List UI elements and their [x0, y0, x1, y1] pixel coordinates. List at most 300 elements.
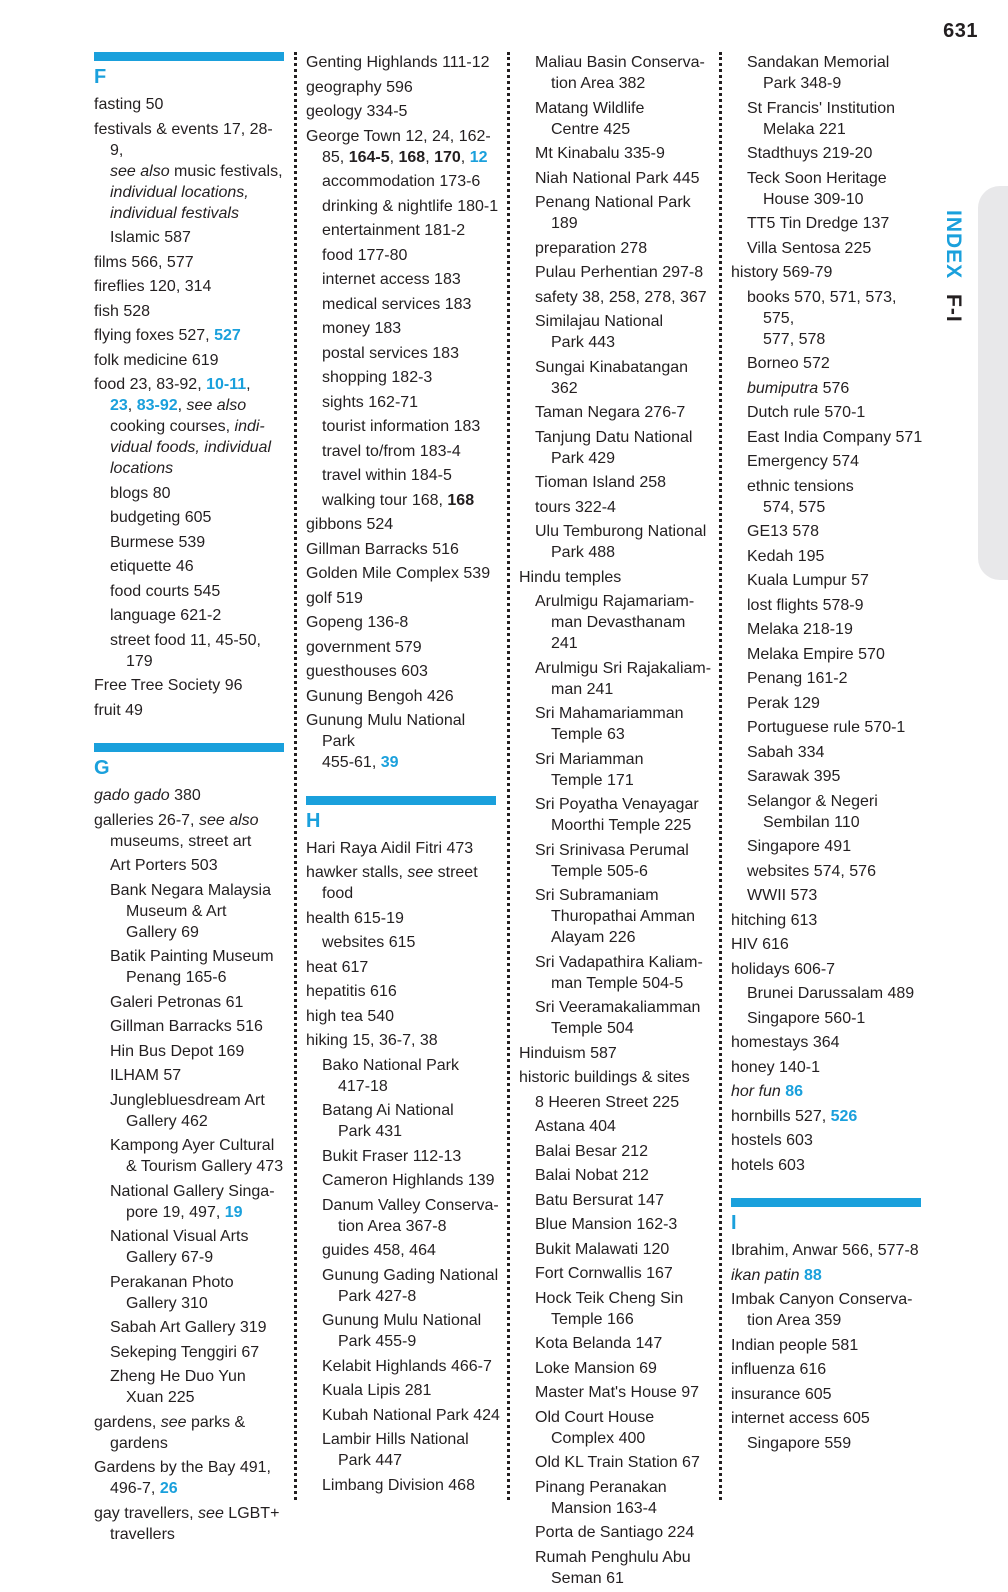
- entry-text: websites 615: [322, 934, 416, 951]
- index-subentry: [322, 1475, 502, 1496]
- entry-text: hitching 613: [731, 911, 818, 929]
- entry-text: 527: [214, 327, 241, 344]
- entries-i: [731, 1240, 927, 1454]
- entry-text: 168: [447, 491, 475, 509]
- entry-text: hiking 15, 36-7, 38: [306, 1032, 438, 1049]
- index-subentry: [535, 794, 715, 836]
- entry-text: holidays 606-7: [731, 960, 836, 978]
- entry-text: travel within 184-5: [322, 467, 452, 484]
- index-subentry: [322, 1240, 502, 1261]
- entry-text: Stadthuys 219-20: [747, 145, 873, 162]
- entry-text: George Town 12, 24, 162- 85,: [306, 127, 491, 166]
- index-subentry: [322, 245, 502, 266]
- entry-text: blogs 80: [110, 484, 171, 502]
- entry-text: entertainment 181-2: [322, 222, 466, 239]
- entry-text: galleries 26-7,: [94, 811, 199, 829]
- entry-text: Golden Mile Complex 539: [306, 565, 491, 582]
- index-subentry: [747, 402, 927, 423]
- index-entry: [731, 1384, 927, 1405]
- index-entry: [306, 981, 502, 1002]
- index-entry: [94, 1412, 286, 1454]
- index-subentry: [110, 1272, 286, 1314]
- index-subentry: [322, 392, 502, 413]
- entry-text: Perak 129: [747, 694, 820, 712]
- index-subentry: [322, 343, 502, 364]
- entry-text: Tanjung Datu National Park 429: [535, 428, 693, 467]
- entry-text: ,: [246, 376, 251, 393]
- index-subentry: [535, 262, 715, 283]
- index-subentry: [322, 416, 502, 437]
- entry-text: Taman Negara 276-7: [535, 404, 686, 421]
- entry-text: National Gallery Singa- pore 19, 497,: [110, 1182, 275, 1221]
- index-subentry: [747, 287, 927, 350]
- index-entry: [94, 325, 286, 346]
- index-entry: [731, 1359, 927, 1380]
- entry-text: 83-92: [136, 397, 178, 414]
- entry-text: Perakanan Photo Gallery 310: [110, 1273, 234, 1312]
- index-subentry: [535, 1358, 715, 1379]
- index-subentry: [322, 1170, 502, 1191]
- entry-text: Gillman Barracks 516: [110, 1018, 263, 1035]
- index-entry: [731, 910, 927, 931]
- entry-text: Dutch rule 570-1: [747, 404, 866, 421]
- section-letter: I: [731, 1212, 737, 1234]
- entry-text: postal services 183: [322, 344, 459, 362]
- entry-text: etiquette 46: [110, 558, 194, 575]
- side-index-word: INDEX: [942, 210, 965, 280]
- index-entry: [731, 1408, 927, 1429]
- index-subentry: [322, 1356, 502, 1377]
- page-number: 631: [943, 20, 978, 42]
- entry-text: 86: [785, 1083, 804, 1100]
- entry-text: HIV 616: [731, 936, 789, 953]
- index-subentry: [322, 1195, 502, 1237]
- entry-text: Kedah 195: [747, 547, 825, 565]
- entry-text: individual locations, individual festivals: [110, 183, 249, 222]
- index-entry: [731, 1335, 927, 1356]
- index-entry: [731, 1155, 927, 1176]
- index-thumb-tab: [978, 186, 1008, 580]
- entry-text: Bukit Fraser 112-13: [322, 1147, 462, 1165]
- entry-text: Hock Teik Cheng Sin Temple 166: [535, 1289, 684, 1328]
- index-entry: [306, 1030, 502, 1051]
- entry-text: Imbak Canyon Conserva- tion Area 359: [731, 1291, 913, 1329]
- index-subentry: [322, 1405, 502, 1426]
- index-entry: [94, 1457, 286, 1499]
- entry-text: parks & gardens: [110, 1413, 246, 1452]
- entry-text: Hin Bus Depot 169: [110, 1042, 245, 1060]
- column-separator: [719, 52, 722, 1500]
- entry-text: Sabah Art Gallery 319: [110, 1319, 267, 1336]
- index-entry: [94, 810, 286, 852]
- entry-text: Sungai Kinabatangan 362: [535, 358, 689, 397]
- entry-text: language 621-2: [110, 607, 222, 624]
- entry-text: Limbang Division 468: [322, 1476, 475, 1494]
- entry-text: books 570, 571, 573, 575, 577, 578: [747, 288, 897, 348]
- index-entry: [306, 101, 502, 122]
- entry-text: East India Company 571: [747, 428, 923, 446]
- entry-text: Arulmigu Rajamariam- man Devasthanam 241: [535, 593, 695, 652]
- entry-text: Gunung Mulu National Park 455-9: [322, 1312, 482, 1350]
- entry-text: Blue Mansion 162-3: [535, 1216, 678, 1233]
- index-subentry: [747, 168, 927, 210]
- entry-text: Emergency 574: [747, 453, 860, 470]
- entry-text: Matang Wildlife Centre 425: [535, 99, 645, 138]
- index-subentry: [747, 1433, 927, 1454]
- index-subentry: [110, 1181, 286, 1223]
- entry-text: insurance 605: [731, 1385, 832, 1403]
- entry-text: 8 Heeren Street 225: [535, 1093, 680, 1111]
- entry-text: gay travellers,: [94, 1504, 199, 1522]
- index-subentry: [110, 507, 286, 528]
- entry-text: St Francis' Institution Melaka 221: [747, 99, 895, 138]
- index-subentry: [747, 885, 927, 906]
- entry-text: Sri Poyatha Venayagar Moorthi Temple 225: [535, 796, 699, 834]
- index-entry: [306, 52, 502, 73]
- entry-text: walking tour 168,: [322, 491, 448, 509]
- entry-text: sights 162-71: [322, 393, 419, 411]
- index-subentry: [535, 1116, 715, 1137]
- index-subentry: [747, 353, 927, 374]
- entry-text: ikan patin: [731, 1266, 800, 1284]
- index-subentry: [535, 1477, 715, 1519]
- entry-text: Brunei Darussalam 489: [747, 985, 915, 1002]
- index-subentry: [747, 238, 927, 259]
- entry-text: guesthouses 603: [306, 663, 428, 680]
- entries-h-part1: [306, 838, 502, 1496]
- index-entry: [731, 1106, 927, 1127]
- index-subentry: [747, 983, 927, 1004]
- entry-text: see: [160, 1413, 187, 1431]
- entry-text: Art Porters 503: [110, 857, 218, 874]
- entry-text: music festivals,: [174, 162, 283, 180]
- entry-text: see also: [110, 162, 170, 180]
- entry-text: Porta de Santiago 224: [535, 1524, 695, 1541]
- index-entry: [306, 637, 502, 658]
- index-subentry: [535, 1092, 715, 1113]
- index-entry: [306, 539, 502, 560]
- index-subentry: [747, 717, 927, 738]
- index-entry: [94, 700, 286, 721]
- entry-text: GE13 578: [747, 523, 820, 540]
- entry-text: Borneo 572: [747, 355, 830, 372]
- index-subentry: [747, 213, 927, 234]
- entry-text: Hari Raya Aidil Fitri 473: [306, 839, 474, 857]
- entry-text: internet access 183: [322, 271, 461, 288]
- index-entry: [306, 563, 502, 584]
- entry-text: hepatitis 616: [306, 983, 397, 1000]
- index-entry: [306, 661, 502, 682]
- entry-text: gibbons 524: [306, 516, 394, 533]
- index-subentry: [110, 630, 286, 672]
- index-entry: [306, 710, 502, 773]
- section-header-bar: [94, 52, 284, 61]
- index-entry: [94, 374, 286, 479]
- index-subentry: [322, 171, 502, 192]
- index-subentry: [747, 668, 927, 689]
- index-subentry: [535, 1288, 715, 1330]
- entry-text: Melaka Empire 570: [747, 645, 885, 663]
- index-entry: [731, 1057, 927, 1078]
- entry-text: food 177-80: [322, 246, 408, 264]
- index-entry: [306, 686, 502, 707]
- index-entry: [731, 1081, 927, 1102]
- entry-text: travel to/from 183-4: [322, 442, 461, 460]
- index-subentry: [322, 932, 502, 953]
- index-subentry: [747, 451, 927, 472]
- entry-text: tours 322-4: [535, 498, 616, 516]
- index-subentry: [747, 619, 927, 640]
- entry-text: Similajau National Park 443: [535, 313, 664, 351]
- index-subentry: [747, 427, 927, 448]
- entry-text: 88: [803, 1266, 822, 1284]
- entry-text: National Visual Arts Gallery 67-9: [110, 1228, 249, 1266]
- index-entry: [731, 959, 927, 980]
- entry-text: Tioman Island 258: [535, 474, 667, 491]
- entry-text: Singapore 560-1: [747, 1009, 866, 1027]
- entry-text: Gunung Gading National Park 427-8: [322, 1266, 499, 1305]
- entry-text: Hindu temples: [519, 568, 622, 586]
- entry-text: Sri Srinivasa Perumal Temple 505-6: [535, 841, 689, 880]
- entry-text: Master Mat's House 97: [535, 1384, 700, 1401]
- entry-text: Portuguese rule 570-1: [747, 719, 906, 736]
- index-subentry: [535, 52, 715, 94]
- index-subentry: [535, 1263, 715, 1284]
- entry-text: 170: [434, 148, 461, 166]
- section-header-bar: [731, 1198, 921, 1207]
- entry-text: Sri Mahamariamman Temple 63: [535, 705, 684, 743]
- index-entry: [519, 1067, 715, 1088]
- entries-h-part3: [731, 52, 927, 1176]
- entry-text: Batik Painting Museum Penang 165-6: [110, 948, 274, 986]
- index-entry: [731, 934, 927, 955]
- entry-text: food 23, 83-92,: [94, 376, 207, 393]
- entry-text: Gardens by the Bay 491, 496-7,: [94, 1459, 271, 1497]
- index-subentry: [110, 1366, 286, 1408]
- entry-text: geography 596: [306, 78, 413, 96]
- index-entry: [94, 301, 286, 322]
- entry-text: see: [198, 1504, 224, 1522]
- index-subentry: [535, 591, 715, 654]
- entry-text: geology 334-5: [306, 103, 408, 120]
- section-header-h: [306, 796, 502, 834]
- index-entry: [94, 350, 286, 371]
- index-subentry: [747, 476, 927, 518]
- entry-text: Astana 404: [535, 1118, 616, 1135]
- entry-text: gardens,: [94, 1413, 161, 1431]
- index-entry: [94, 1503, 286, 1545]
- index-subentry: [322, 196, 502, 217]
- entry-text: Batu Bersurat 147: [535, 1191, 664, 1209]
- index-subentry: [535, 1547, 715, 1589]
- index-subentry: [110, 1016, 286, 1037]
- entry-text: ILHAM 57: [110, 1067, 182, 1084]
- entry-text: street food: [322, 864, 478, 902]
- index-column-3: [519, 52, 715, 1592]
- index-subentry: [535, 497, 715, 518]
- entry-text: 12: [469, 148, 488, 166]
- entry-text: medical services 183: [322, 295, 472, 313]
- index-subentry: [535, 952, 715, 994]
- entry-text: high tea 540: [306, 1007, 395, 1025]
- entry-text: guides 458, 464: [322, 1242, 436, 1259]
- entry-text: 380: [169, 787, 201, 804]
- index-subentry: [747, 98, 927, 140]
- entry-text: ,: [425, 148, 435, 166]
- entry-text: Kampong Ayer Cultural & Tourism Gallery 473: [110, 1137, 284, 1175]
- entry-text: 576: [818, 379, 850, 397]
- index-subentry: [747, 378, 927, 399]
- index-subentry: [535, 427, 715, 469]
- index-subentry: [747, 143, 927, 164]
- entry-text: bumiputra: [747, 379, 819, 397]
- index-subentry: [747, 766, 927, 787]
- entry-text: Teck Soon Heritage House 309-10: [747, 169, 887, 208]
- index-subentry: [747, 861, 927, 882]
- column-separator: [507, 52, 510, 1500]
- index-entry: [94, 94, 286, 115]
- entry-text: Batang Ai National Park 431: [322, 1102, 454, 1140]
- entry-text: Gunung Mulu National Park 455-61,: [306, 712, 466, 771]
- index-entry: [519, 567, 715, 588]
- entry-text: Balai Nobat 212: [535, 1167, 649, 1184]
- entries-g-part1: [94, 785, 286, 1545]
- index-column-4: [731, 52, 927, 1457]
- entry-text: health 615-19: [306, 909, 404, 927]
- entry-text: Arulmigu Sri Rajakaliam- man 241: [535, 659, 712, 698]
- entry-text: Sarawak 395: [747, 768, 841, 785]
- section-letter: H: [306, 809, 321, 832]
- entry-text: see also: [186, 397, 247, 414]
- index-subentry: [535, 472, 715, 493]
- entry-text: hotels 603: [731, 1156, 805, 1174]
- entry-text: 10-11: [206, 376, 247, 393]
- index-entry: [731, 1032, 927, 1053]
- index-entry: [94, 119, 286, 224]
- index-subentry: [535, 1190, 715, 1211]
- index-entry: [731, 262, 927, 283]
- entry-text: hornbills 527,: [731, 1107, 831, 1125]
- entry-text: 26: [159, 1480, 178, 1497]
- index-subentry: [747, 742, 927, 763]
- index-subentry: [110, 1342, 286, 1363]
- index-subentry: [110, 1065, 286, 1086]
- index-entry: [306, 908, 502, 929]
- index-entry: [94, 276, 286, 297]
- entry-text: hawker stalls,: [306, 864, 408, 881]
- index-subentry: [110, 1041, 286, 1062]
- index-subentry: [110, 880, 286, 943]
- entry-text: Kota Belanda 147: [535, 1335, 663, 1352]
- index-subentry: [110, 605, 286, 626]
- index-subentry: [747, 521, 927, 542]
- entry-text: cooking courses,: [110, 418, 231, 435]
- entry-text: hostels 603: [731, 1132, 813, 1149]
- entry-text: Balai Besar 212: [535, 1142, 648, 1160]
- entry-text: street food 11, 45-50, 179: [110, 631, 261, 670]
- entry-text: Fort Cornwallis 167: [535, 1265, 673, 1282]
- entry-text: government 579: [306, 638, 422, 656]
- index-subentry: [535, 357, 715, 399]
- index-subentry: [535, 311, 715, 353]
- index-subentry: [322, 1429, 502, 1471]
- entry-text: LGBT+ travellers: [110, 1504, 280, 1543]
- index-subentry: [535, 1522, 715, 1543]
- entry-text: homestays 364: [731, 1034, 840, 1051]
- index-entry: [306, 612, 502, 633]
- side-index-label: [938, 210, 968, 323]
- entry-text: Old Court House Complex 400: [535, 1408, 655, 1447]
- index-subentry: [535, 98, 715, 140]
- index-subentry: [747, 644, 927, 665]
- entry-text: historic buildings & sites: [519, 1069, 690, 1086]
- entry-text: fruit 49: [94, 701, 143, 719]
- section-header-f: [94, 52, 286, 90]
- entry-text: 39: [380, 754, 399, 771]
- entry-text: Pinang Peranakan Mansion 163-4: [535, 1478, 667, 1517]
- index-subentry: [110, 581, 286, 602]
- entries-g-part2: [306, 52, 502, 773]
- entry-text: 526: [830, 1107, 858, 1125]
- entry-text: gado gado: [94, 787, 170, 804]
- index-subentry: [535, 1333, 715, 1354]
- index-entry: [306, 126, 502, 168]
- index-subentry: [535, 658, 715, 700]
- entry-text: websites 574, 576: [747, 862, 876, 880]
- entry-text: Danum Valley Conserva- tion Area 367-8: [322, 1196, 499, 1235]
- index-column-1: [94, 52, 286, 1548]
- index-subentry: [535, 143, 715, 164]
- index-subentry: [110, 946, 286, 988]
- index-subentry: [535, 1214, 715, 1235]
- entry-text: ,: [389, 148, 399, 166]
- index-subentry: [110, 855, 286, 876]
- entry-text: museums, street art: [110, 832, 252, 850]
- index-subentry: [747, 1008, 927, 1029]
- entry-text: ethnic tensions 574, 575: [747, 477, 854, 516]
- entry-text: hor fun: [731, 1083, 781, 1100]
- index-entry: [306, 1006, 502, 1027]
- entry-text: Bukit Malawati 120: [535, 1240, 670, 1258]
- entry-text: Rumah Penghulu Abu Seman 61: [535, 1548, 691, 1587]
- entry-text: Loke Mansion 69: [535, 1359, 657, 1377]
- index-entry: [731, 1265, 927, 1286]
- index-subentry: [535, 1407, 715, 1449]
- entry-text: Hinduism 587: [519, 1044, 617, 1062]
- entry-text: fasting 50: [94, 96, 164, 113]
- index-subentry: [535, 840, 715, 882]
- index-subentry: [535, 238, 715, 259]
- index-subentry: [110, 483, 286, 504]
- entry-text: golf 519: [306, 589, 363, 607]
- index-subentry: [322, 1380, 502, 1401]
- entry-text: Pulau Perhentian 297-8: [535, 264, 704, 281]
- index-subentry: [110, 1135, 286, 1177]
- entry-text: Niah National Park 445: [535, 169, 700, 187]
- index-subentry: [747, 791, 927, 833]
- entry-text: Sri Mariamman Temple 171: [535, 750, 644, 789]
- entry-text: Lambir Hills National Park 447: [322, 1431, 469, 1469]
- entry-text: Burmese 539: [110, 533, 206, 551]
- entry-text: TT5 Tin Dredge 137: [747, 215, 890, 232]
- index-subentry: [747, 595, 927, 616]
- entry-text: shopping 182-3: [322, 369, 433, 386]
- index-subentry: [535, 749, 715, 791]
- entry-text: Old KL Train Station 67: [535, 1454, 700, 1471]
- entry-text: Melaka 218-19: [747, 621, 853, 638]
- entry-text: Bank Negara Malaysia Museum & Art Gallery 69: [110, 881, 271, 941]
- index-subentry: [322, 1265, 502, 1307]
